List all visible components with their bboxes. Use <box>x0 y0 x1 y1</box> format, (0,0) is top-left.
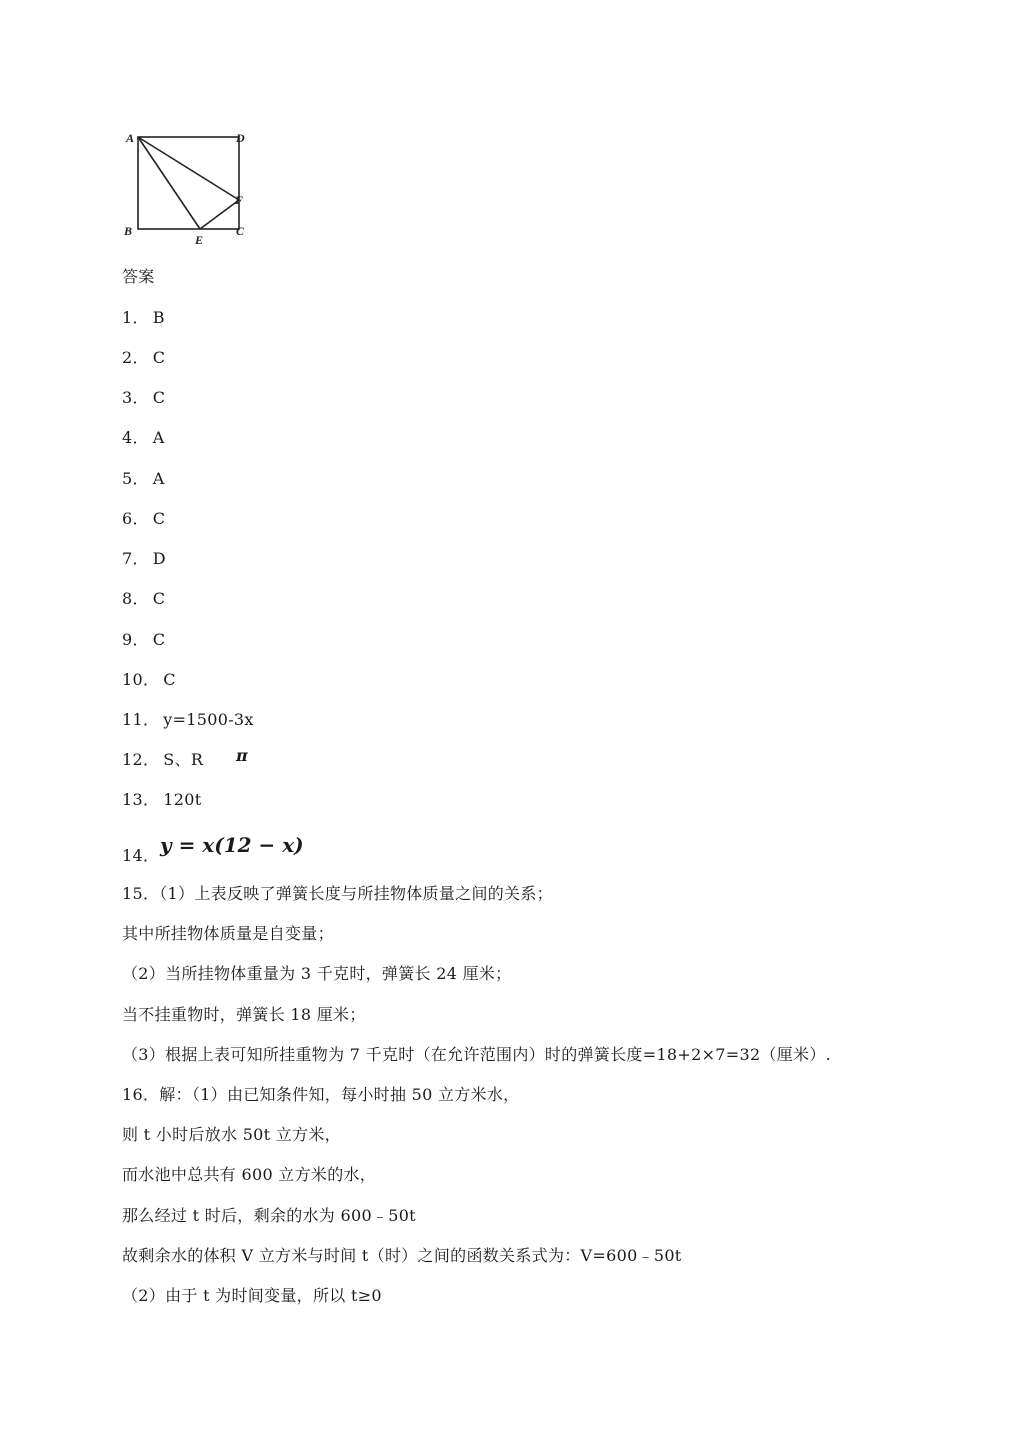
answer-number: 10． <box>122 670 160 689</box>
answer-text: A <box>152 469 165 488</box>
answer-10 <box>122 670 176 690</box>
q15-line-1: 15．（1）上表反映了弹簧长度与所挂物体质量之间的关系； <box>122 884 553 903</box>
answer-number: 6． <box>122 509 149 528</box>
q16-line-3: 而水池中总共有 600 立方米的水， <box>122 1165 377 1184</box>
answer-3 <box>122 388 165 408</box>
answer-text: C <box>152 388 166 407</box>
answer-text: S、R <box>163 750 204 769</box>
answer-text: A <box>152 428 165 447</box>
segment-ef <box>200 200 239 229</box>
q16-line-1: 16．解：（1）由已知条件知，每小时抽 50 立方米水， <box>122 1085 520 1104</box>
answer-2 <box>122 348 165 368</box>
label-d: D <box>236 131 245 145</box>
answer-14 <box>122 846 163 866</box>
answer-number: 11． <box>122 710 160 729</box>
q15-line-4: 当不挂重物时，弹簧长 18 厘米； <box>122 1005 366 1024</box>
answer-number: 13． <box>122 790 160 809</box>
square-figure <box>120 126 260 248</box>
answer-number: 12． <box>122 750 160 769</box>
q16-line-5: 故剩余水的体积 V 立方米与时间 t（时）之间的函数关系式为：V=600﹣50t <box>122 1246 682 1265</box>
geometry-diagram <box>120 126 260 248</box>
square-abcd <box>138 137 239 229</box>
answer-1 <box>122 308 165 328</box>
answer-5 <box>122 469 165 489</box>
pi-symbol: π <box>236 746 248 765</box>
answer-text: 120t <box>163 790 202 809</box>
answer-number: 4． <box>122 428 149 447</box>
label-b: B <box>124 224 133 238</box>
answer-text: C <box>152 589 166 608</box>
answer-text: C <box>152 509 166 528</box>
answer-text: C <box>152 630 166 649</box>
answer-text: y=1500-3x <box>163 710 254 729</box>
answer-7 <box>122 549 166 569</box>
answer-number: 5． <box>122 469 149 488</box>
answer-9 <box>122 630 165 650</box>
answer-12 <box>122 750 203 770</box>
answer-number: 7． <box>122 549 149 568</box>
q14-formula: y = x(12 − x) <box>160 833 304 857</box>
q16-line-4: 那么经过 t 时后，剩余的水为 600﹣50t <box>122 1206 416 1225</box>
segment-af <box>138 137 239 200</box>
q15-line-2: 其中所挂物体质量是自变量； <box>122 924 334 943</box>
answers-heading: 答案 <box>122 267 155 286</box>
label-c: C <box>236 224 245 238</box>
answer-6 <box>122 509 165 529</box>
answer-number: 1． <box>122 308 149 327</box>
q16-line-2: 则 t 小时后放水 50t 立方米， <box>122 1125 341 1144</box>
answer-number: 9． <box>122 630 149 649</box>
answer-number: 3． <box>122 388 149 407</box>
answer-number: 14． <box>122 846 160 865</box>
answer-4 <box>122 428 165 448</box>
q16-line-6: （2）由于 t 为时间变量，所以 t≥0 <box>122 1286 382 1305</box>
answer-number: 2． <box>122 348 149 367</box>
answer-text: C <box>163 670 176 689</box>
q15-line-5: （3）根据上表可知所挂重物为 7 千克时（在允许范围内）时的弹簧长度=18+2×7=32（厘米）. <box>122 1045 832 1064</box>
segment-ae <box>138 137 200 229</box>
label-f: F <box>235 193 244 207</box>
answer-text: D <box>152 549 166 568</box>
answer-11 <box>122 710 254 730</box>
q15-line-3: （2）当所挂物体重量为 3 千克时，弹簧长 24 厘米； <box>122 964 512 983</box>
answer-text: B <box>152 308 165 327</box>
label-e: E <box>195 233 204 247</box>
answer-13 <box>122 790 201 810</box>
label-a: A <box>126 131 135 145</box>
answer-text: C <box>152 348 166 367</box>
answer-number: 8． <box>122 589 149 608</box>
answer-8 <box>122 589 165 609</box>
